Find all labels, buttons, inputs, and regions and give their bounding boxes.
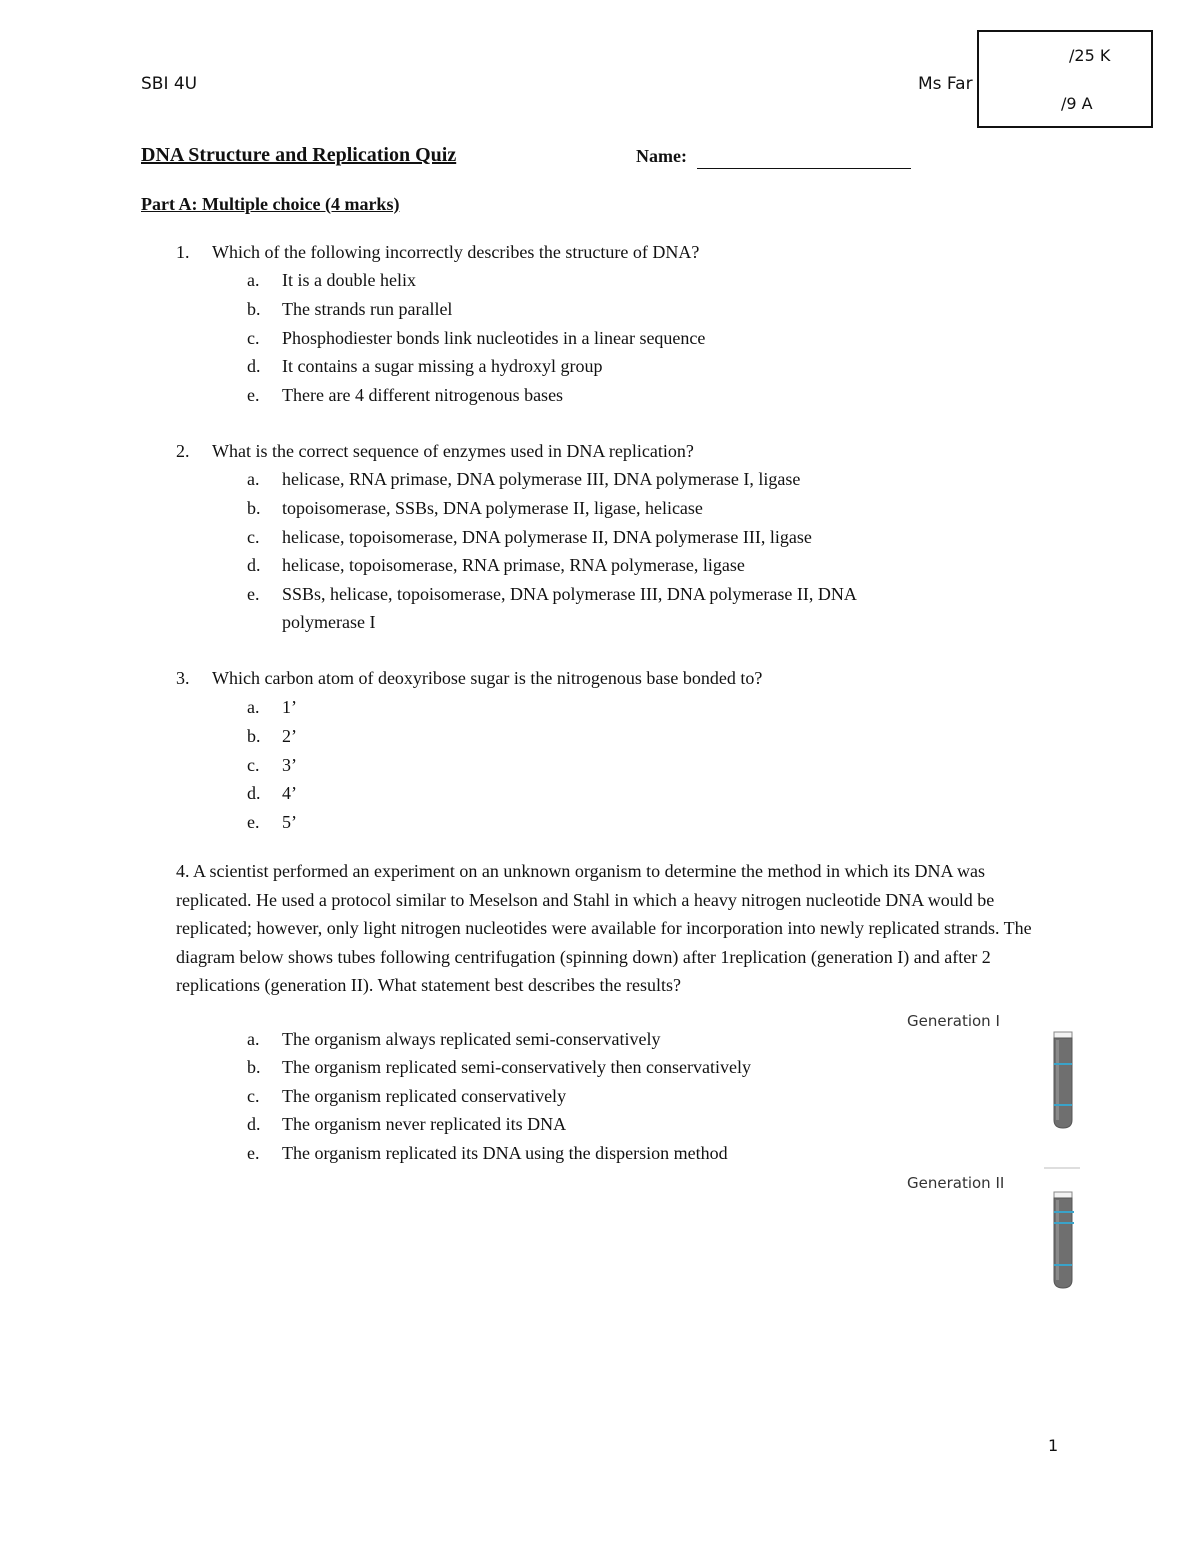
q3-option-letter: e. <box>247 812 260 832</box>
q2-option-letter: b. <box>247 498 261 518</box>
q1-option-letter: b. <box>247 299 261 319</box>
q3-option-letter: a. <box>247 697 260 717</box>
page-number: 1 <box>1048 1436 1059 1455</box>
question-1-number: 1. <box>176 242 190 262</box>
question-4-text: 4. A scientist performed an experiment on an unknown organism to determine the method in which its DNA was replicated. He used a protocol similar to Meselson and Stahl in which a heavy nitrogen nucleotide DNA would be replicated; however, only light nitrogen nucleotides were available for incorporation into newly replicated strands. The diagram below shows tubes following centrifugation (spinning down) after 1replication (generation I) and after 2 replications (generation II). What statement best describes the results? <box>176 861 1032 995</box>
q1-option-text: It is a double helix <box>282 270 416 290</box>
q3-option-text: 3’ <box>282 755 297 775</box>
figure-divider <box>1044 1167 1080 1170</box>
q2-option-text: helicase, topoisomerase, RNA primase, RNA polymerase, ligase <box>282 555 745 575</box>
q4-option-text: The organism replicated its DNA using the dispersion method <box>282 1143 728 1163</box>
course-code: SBI 4U <box>141 74 198 94</box>
name-blank-line <box>697 168 911 169</box>
score-box <box>977 30 1153 128</box>
q1-option-text: Phosphodiester bonds link nucleotides in a linear sequence <box>282 328 706 348</box>
q1-option-letter: e. <box>247 385 260 405</box>
q2-option-letter: e. <box>247 584 260 604</box>
score-k: /25 K <box>1069 46 1111 65</box>
q3-option-letter: d. <box>247 783 261 803</box>
q4-option-letter: d. <box>247 1114 261 1134</box>
q2-option-letter: a. <box>247 469 260 489</box>
question-1-text: Which of the following incorrectly describes the structure of DNA? <box>212 242 700 262</box>
q4-option-letter: c. <box>247 1086 260 1106</box>
question-3-text: Which carbon atom of deoxyribose sugar is the nitrogenous base bonded to? <box>212 668 763 688</box>
teacher-name: Ms Far <box>918 74 973 94</box>
quiz-title: DNA Structure and Replication Quiz <box>141 144 457 166</box>
q1-option-letter: d. <box>247 356 261 376</box>
q3-option-letter: b. <box>247 726 261 746</box>
q3-option-text: 5’ <box>282 812 297 832</box>
generation-1-tube <box>1046 1030 1080 1132</box>
q4-option-text: The organism replicated conservatively <box>282 1086 567 1106</box>
q4-option-text: The organism never replicated its DNA <box>282 1114 567 1134</box>
q3-option-letter: c. <box>247 755 260 775</box>
name-label: Name: <box>636 146 687 166</box>
q4-option-letter: a. <box>247 1029 260 1049</box>
q2-option-text: topoisomerase, SSBs, DNA polymerase II, ligase, helicase <box>282 498 703 518</box>
q1-option-text: It contains a sugar missing a hydroxyl group <box>282 356 603 376</box>
q2-option-text-continued: polymerase I <box>282 612 376 632</box>
q2-option-letter: d. <box>247 555 261 575</box>
q3-option-text: 4’ <box>282 783 297 803</box>
part-a-heading: Part A: Multiple choice (4 marks) <box>141 194 400 214</box>
q4-option-letter: b. <box>247 1057 261 1077</box>
question-2-text: What is the correct sequence of enzymes used in DNA replication? <box>212 441 694 461</box>
score-a: /9 A <box>1061 94 1093 113</box>
q1-option-text: There are 4 different nitrogenous bases <box>282 385 564 405</box>
question-3-number: 3. <box>176 668 190 688</box>
q4-option-text: The organism replicated semi-conservatively then conservatively <box>282 1057 752 1077</box>
question-2-number: 2. <box>176 441 190 461</box>
q2-option-text: helicase, topoisomerase, DNA polymerase II, DNA polymerase III, ligase <box>282 527 812 547</box>
q4-option-text: The organism always replicated semi-conservatively <box>282 1029 661 1049</box>
generation-1-label: Generation I <box>907 1012 1000 1030</box>
generation-2-tube <box>1046 1190 1080 1292</box>
q2-option-letter: c. <box>247 527 260 547</box>
q2-option-text: helicase, RNA primase, DNA polymerase III, DNA polymerase I, ligase <box>282 469 801 489</box>
q3-option-text: 1’ <box>282 697 297 717</box>
generation-2-label: Generation II <box>907 1174 1005 1192</box>
q3-option-text: 2’ <box>282 726 297 746</box>
q1-option-letter: c. <box>247 328 260 348</box>
q2-option-text: SSBs, helicase, topoisomerase, DNA polymerase III, DNA polymerase II, DNA <box>282 584 857 604</box>
q1-option-text: The strands run parallel <box>282 299 453 319</box>
q4-option-letter: e. <box>247 1143 260 1163</box>
q1-option-letter: a. <box>247 270 260 290</box>
